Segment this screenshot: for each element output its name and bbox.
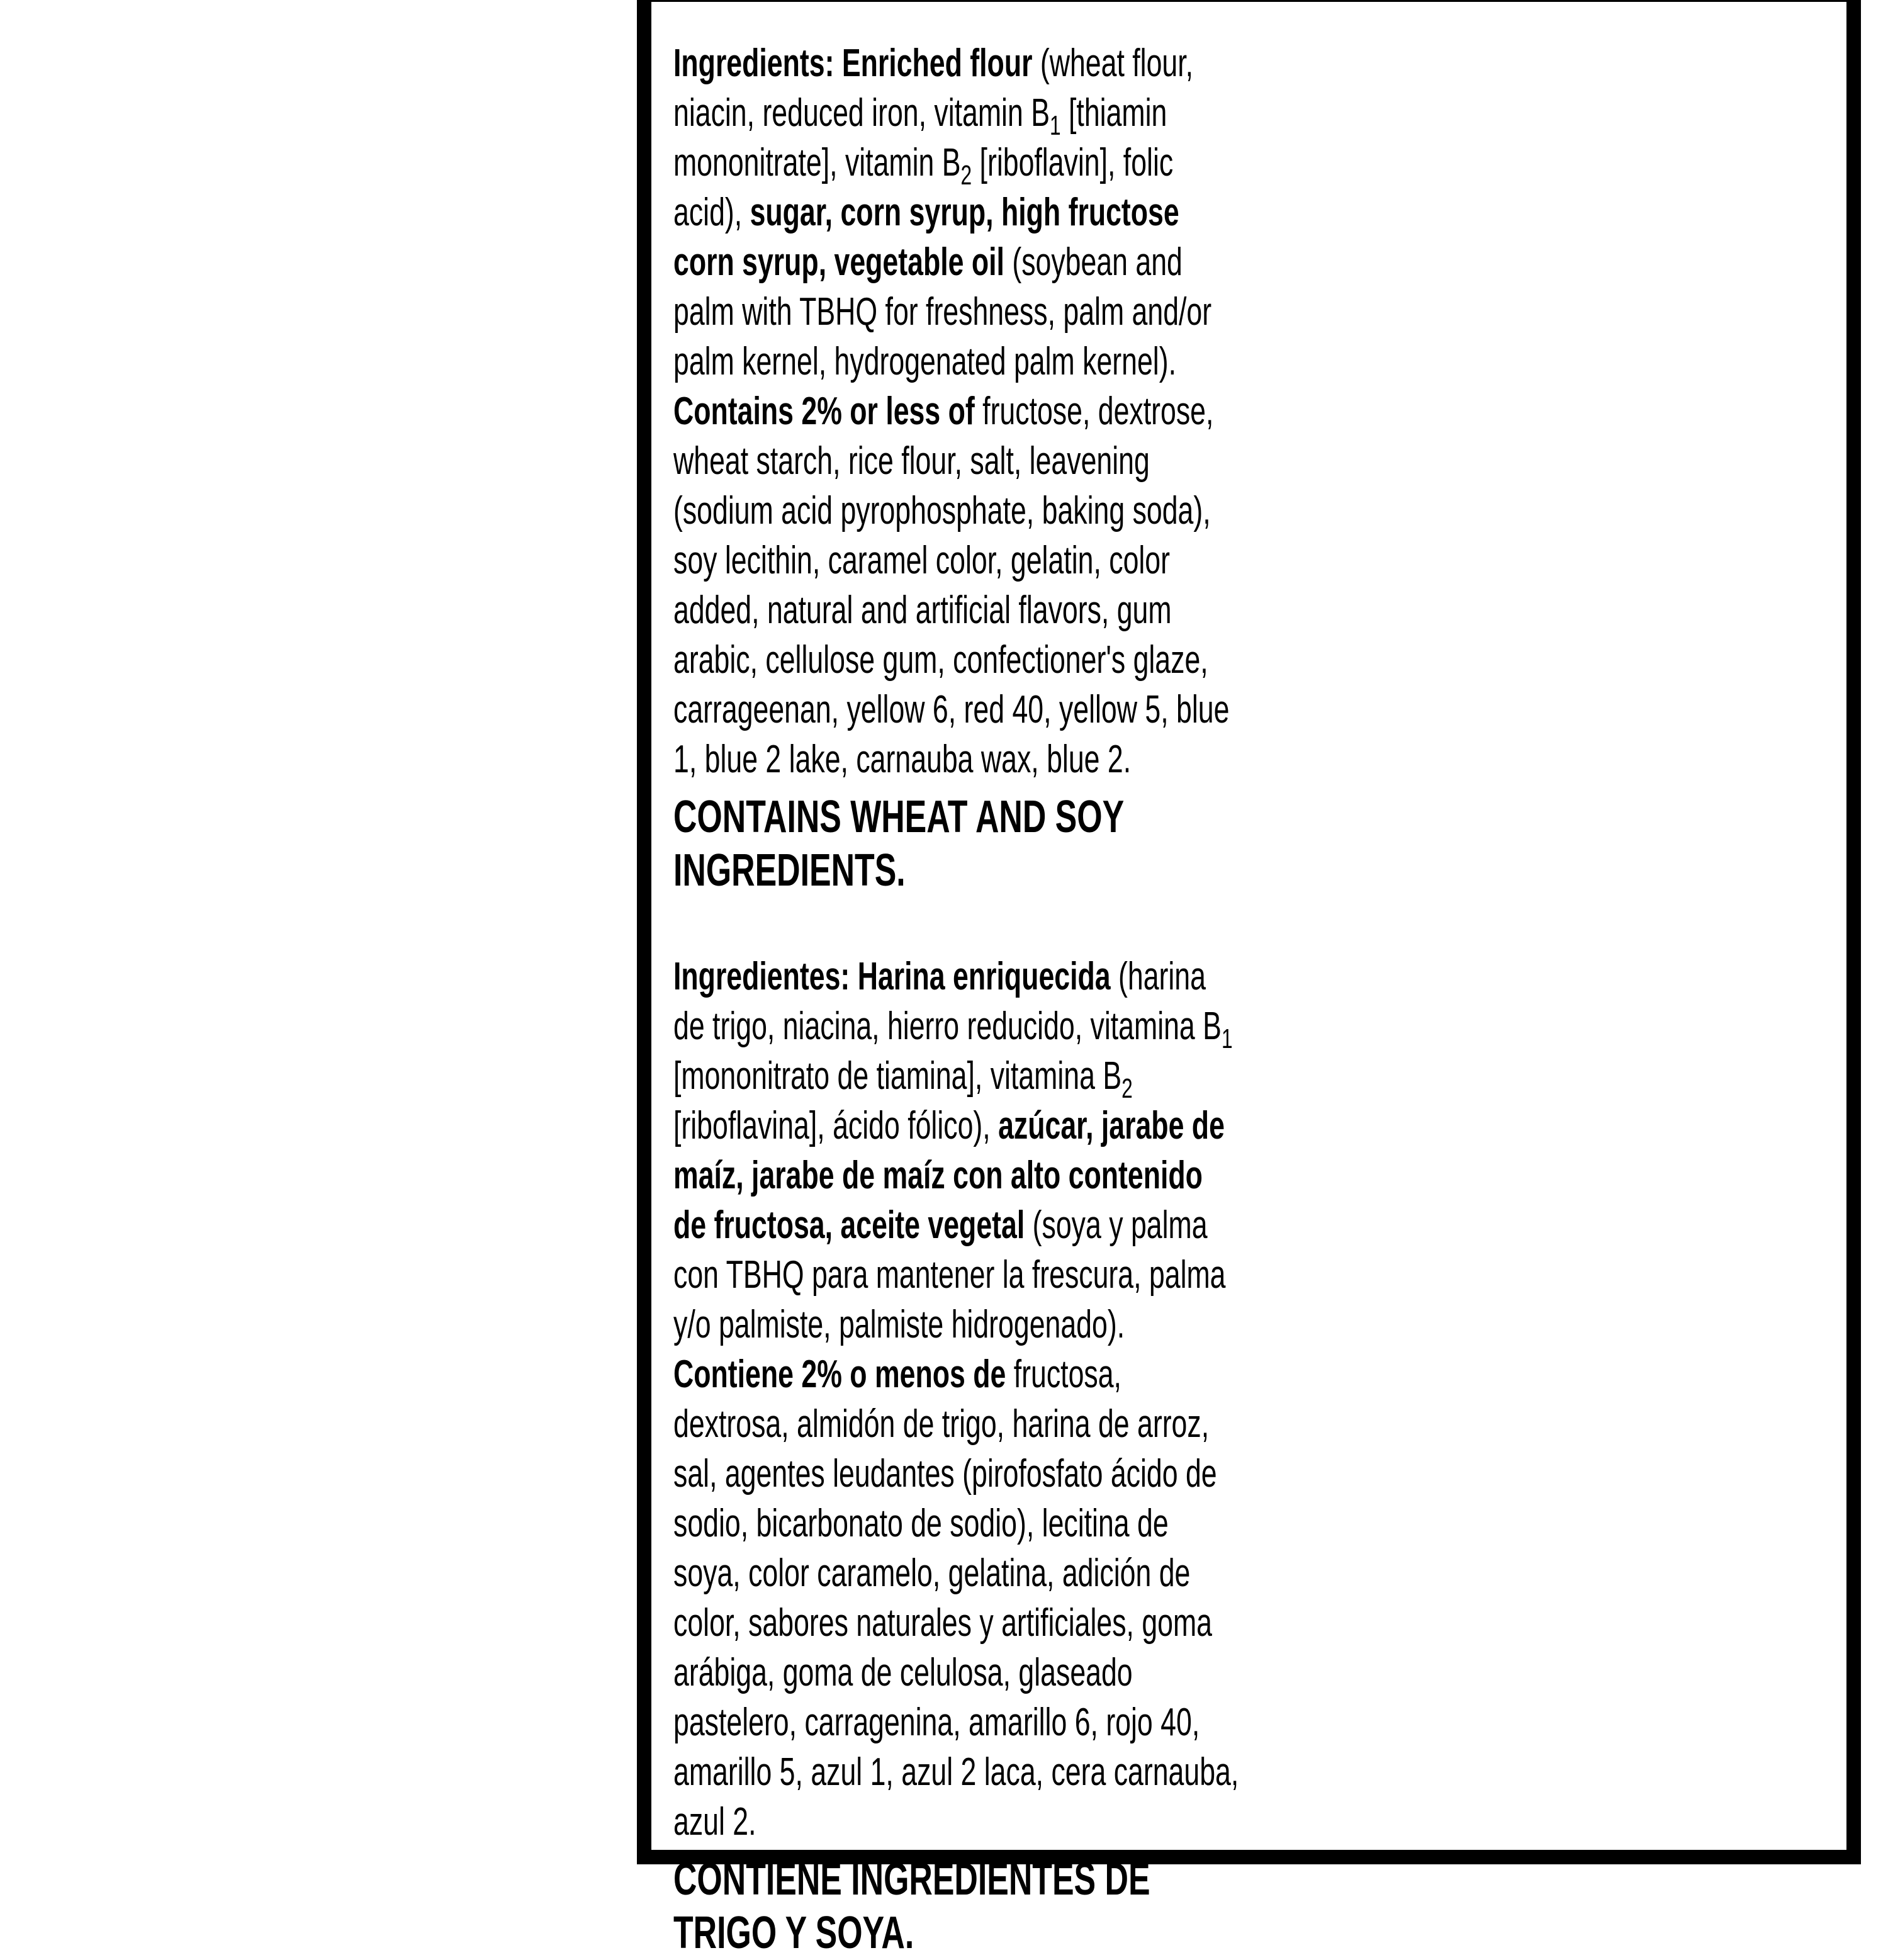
spanish-contains-paragraph bbox=[673, 1349, 1242, 1847]
spanish-enriched-flour: Harina enriquecida bbox=[857, 955, 1111, 998]
english-contains-list: fructose, dextrose, wheat starch, rice flour, salt, leavening (sodium acid pyrophosphate, baking soda), soy lecithin, caramel color, gelatin, color added, natural and artificial flavors, gum arabic, cellulose gum, confectioner's glaze, carrageenan, yellow 6, red 40, yellow 5, blue 1, blue 2 lake, carnauba wax, blue 2. bbox=[673, 390, 1230, 781]
spanish-flour-detail-2: [mononitrato de tiamina], vitamina B bbox=[673, 1054, 1122, 1098]
english-ingredients-heading: Ingredients: bbox=[673, 42, 834, 85]
language-spacer bbox=[673, 898, 1516, 952]
spanish-allergen-statement: CONTIENE INGREDIENTES DE TRIGO Y SOYA. bbox=[673, 1854, 1150, 1958]
spanish-ingredients-paragraph bbox=[673, 952, 1242, 1349]
spanish-flour-detail-3: [riboflavina], ácido fólico), bbox=[673, 1104, 991, 1147]
spanish-sweeteners-oil: azúcar, jarabe de maíz, jarabe de maíz con alto contenido de fructosa, aceite vegetal bbox=[673, 1104, 1225, 1247]
spanish-b1-subscript: 1 bbox=[1221, 1023, 1233, 1054]
english-enriched-flour: Enriched flour bbox=[841, 42, 1033, 85]
english-sweeteners-oil: sugar, corn syrup, high fructose corn syrup, vegetable oil bbox=[673, 191, 1179, 284]
ingredients-label-panel bbox=[637, 0, 1861, 1958]
english-oil-detail: (soybean and palm with TBHQ for freshness, palm and/or palm kernel, hydrogenated palm kernel). bbox=[673, 240, 1212, 383]
spanish-contains-heading: Contiene 2% o menos de bbox=[673, 1353, 1006, 1396]
spanish-contains-list: fructosa, dextrosa, almidón de trigo, harina de arroz, sal, agentes leudantes (pirofosfato ácido de sodio, bicarbonato de sodio), lecitina de soya, color caramelo, gelatina, adición de color, sabores naturales y artificiales, goma arábiga, goma de celulosa, glaseado pastelero, carragenina, amarillo 6, rojo 40, amarillo 5, azul 1, azul 2 laca, cera carnauba, azul 2. bbox=[673, 1353, 1239, 1844]
spanish-oil-detail: (soya y palma con TBHQ para mantener la frescura, palma y/o palmiste, palmiste hidrogenado). bbox=[673, 1203, 1226, 1346]
english-flour-detail-2: [thiamin mononitrate], vitamin B bbox=[673, 91, 1167, 184]
spanish-ingredients-heading: Ingredientes: bbox=[673, 955, 850, 998]
spanish-flour-detail-1: (harina de trigo, niacina, hierro reducido, vitamina B bbox=[673, 955, 1222, 1048]
spanish-b2-subscript: 2 bbox=[1121, 1073, 1133, 1104]
english-ingredients-paragraph bbox=[673, 38, 1242, 386]
english-allergen-statement: CONTAINS WHEAT AND SOY INGREDIENTS. bbox=[673, 792, 1124, 896]
english-b2-subscript: 2 bbox=[960, 160, 972, 191]
english-contains-paragraph bbox=[673, 386, 1242, 784]
english-b1-subscript: 1 bbox=[1049, 110, 1061, 141]
ingredients-text-block bbox=[673, 38, 1516, 1960]
english-flour-detail-1: (wheat flour, niacin, reduced iron, vitamin B bbox=[673, 42, 1194, 135]
english-contains-heading: Contains 2% or less of bbox=[673, 390, 975, 433]
english-flour-detail-3: [riboflavin], folic acid), bbox=[673, 141, 1174, 234]
